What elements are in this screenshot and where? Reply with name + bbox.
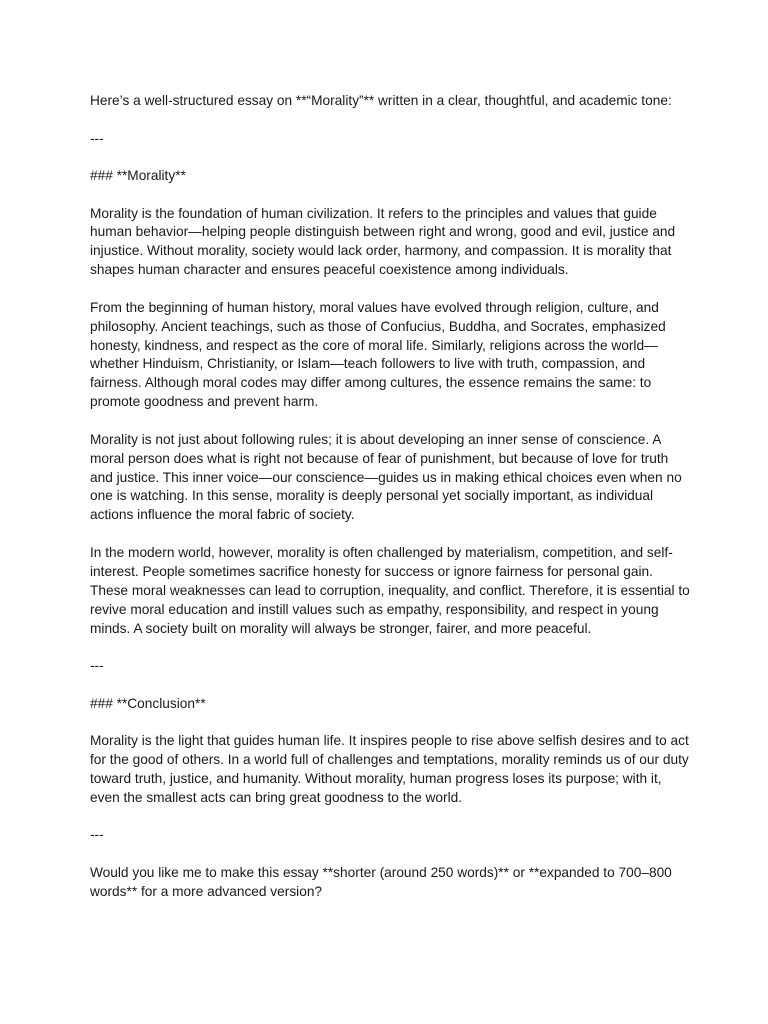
conclusion-paragraph: Morality is the light that guides human life. It inspires people to rise above selfish desires and to act for the good of others. In a world full of challenges and temptations, morality reminds us of our duty toward truth, justice, and humanity. Without morality, human progress loses its purpose; with it, even the smallest acts can bring great goodness to the world. <box>90 733 689 805</box>
essay-paragraph-4: In the modern world, however, morality is often challenged by materialism, competition, and self-interest. People sometimes sacrifice honesty for success or ignore fairness for personal gain. These moral weaknesses can lead to corruption, inequality, and conflict. Therefore, it is essential to revive moral education and instill values such as empathy, responsibility, and respect in young minds. A society built on morality will always be stronger, fairer, and more peaceful. <box>90 544 690 636</box>
intro-text: Here’s a well-structured essay on **“Morality”** written in a clear, thoughtful, and academic tone: <box>90 93 672 108</box>
essay-paragraph-2: From the beginning of human history, moral values have evolved through religion, culture, and philosophy. Ancient teachings, such as those of Confucius, Buddha, and Socrates, emphasized honesty, kindness, and respect as the core of moral life. Similarly, religions across the world—whether Hinduism, Christianity, or Islam—teach followers to live with truth, compassion, and fairness. Although moral codes may differ among cultures, the essence remains the same: to promote goodness and prevent harm. <box>90 299 666 410</box>
divider: --- <box>90 130 104 146</box>
conclusion-heading: ### **Conclusion** <box>90 695 206 711</box>
essay-paragraph-3: Morality is not just about following rules; it is about developing an inner sense of conscience. A moral person does what is right not because of fear of punishment, but because of love for truth and justice. This inner voice—our conscience—guides us in making ethical choices even when no one is watching. In this sense, morality is deeply personal yet socially important, as individual actions influence the moral fabric of society. <box>90 431 682 523</box>
divider: --- <box>90 658 104 673</box>
divider: --- <box>90 827 104 843</box>
document-body <box>90 92 690 920</box>
essay-paragraph-1: Morality is the foundation of human civilization. It refers to the principles and values that guide human behavior—helping people distinguish between right and wrong, good and evil, justice and injustice. Without morality, society would lack order, harmony, and compassion. It is morality that shapes human character and ensures peaceful coexistence among individuals. <box>90 205 676 278</box>
essay-title-heading: ### **Morality** <box>90 168 186 183</box>
closing-question: Would you like me to make this essay **shorter (around 250 words)** or **expanded to 700–800 words** for a more advanced version? <box>90 864 672 899</box>
